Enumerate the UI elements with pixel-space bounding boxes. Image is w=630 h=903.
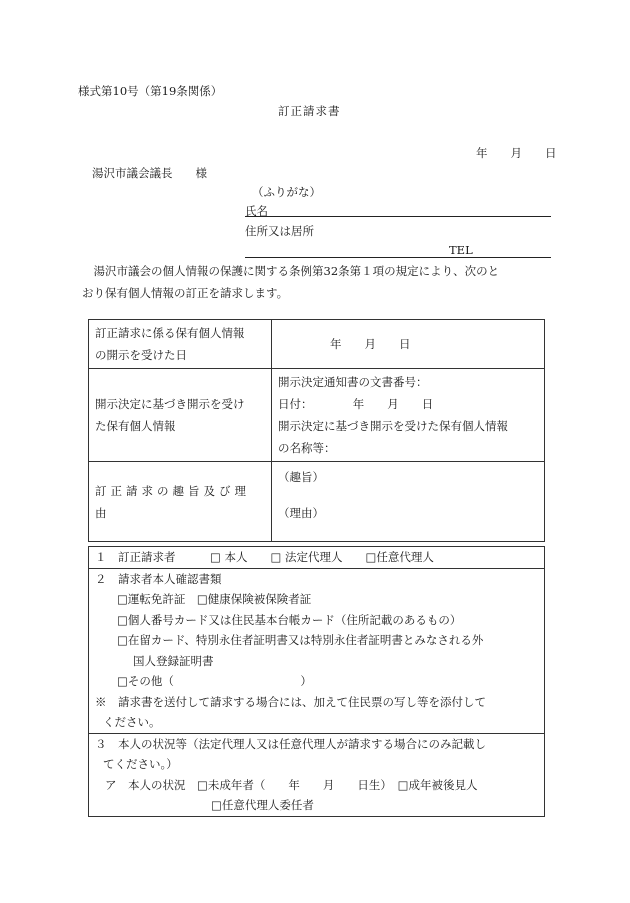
form-number: 様式第10号（第19条関係） xyxy=(78,84,223,98)
id-doc-option-mynumber[interactable]: □個人番号カード又は住民基本台帳カード（住所記載のあるもの） xyxy=(117,612,462,627)
principal-status-section: ３ 本人の状況等（法定代理人又は任意代理人が請求する場合にのみ記載し てください。） ア 本人の状況 □未成年者（ 年 月 日生） □成年被後見人 □任意代理人委任者 xyxy=(89,733,545,816)
intro-text-line2: おり保有個人情報の訂正を請求します。 xyxy=(82,286,289,300)
purpose-reason-label: 訂正請求の趣旨及び理由 xyxy=(89,462,272,542)
furigana-label: （ふりがな） xyxy=(252,185,321,199)
id-doc-option-other[interactable]: □その他（ ） xyxy=(117,674,312,688)
intro-text-line1: 湯沢市議会の個人情報の保護に関する条例第32条第１項の規定により、次のと xyxy=(82,264,500,278)
page-title: 訂正請求書 xyxy=(278,104,341,118)
address-underline[interactable] xyxy=(245,257,551,258)
disclosure-date-value[interactable]: 年 月 日 xyxy=(272,320,545,369)
id-doc-option-license[interactable]: □運転免許証 □健康保険被保険者証 xyxy=(117,592,312,606)
address-label: 住所又は居所 xyxy=(245,224,314,238)
purpose-reason-value[interactable]: （趣旨） （理由） xyxy=(272,462,545,542)
disclosed-info-label: 開示決定に基づき開示を受け た保有個人情報 xyxy=(89,369,272,462)
tel-label: TEL xyxy=(449,243,473,257)
principal-status-option-delegator[interactable]: □任意代理人委任者 xyxy=(211,798,314,812)
id-doc-option-residence-card[interactable]: □在留カード、特別永住者証明書又は特別永住者証明書とみなされる外 xyxy=(117,633,484,647)
requester-info-table xyxy=(88,546,545,817)
request-details-table xyxy=(88,319,545,542)
disclosed-info-value[interactable]: 開示決定通知書の文書番号： 日付： 年 月 日 開示決定に基づき開示を受けた保有個人情報 の名称等： xyxy=(272,369,545,462)
addressee: 湯沢市議会議長 様 xyxy=(92,166,207,180)
disclosure-date-label: 訂正請求に係る保有個人情報 の開示を受けた日 xyxy=(89,320,272,369)
principal-status-options[interactable]: ア 本人の状況 □未成年者（ 年 月 日生） □成年被後見人 xyxy=(105,777,478,792)
id-doc-note: ※ 請求書を送付して請求する場合には、加えて住民票の写し等を添付して xyxy=(95,694,486,709)
requester-type-row[interactable]: １ 訂正請求者 □ 本人 □ 法定代理人 □任意代理人 xyxy=(89,547,545,569)
name-underline[interactable] xyxy=(245,216,551,217)
name-label: 氏名 xyxy=(245,204,268,218)
id-documents-section: ２ 請求者本人確認書類 □運転免許証 □健康保険被保険者証 □個人番号カード又は住民基本台帳カード（住所記載のあるもの） □在留カード、特別永住者証明書又は特別永住者証明書とみなされる外 国人登録証明書 □その他（ ） ※ 請求書を送付して請求する場合には、加えて住民票の写し等を添付して ください。 xyxy=(89,568,545,733)
date-line: 年 月 日 xyxy=(476,146,557,160)
